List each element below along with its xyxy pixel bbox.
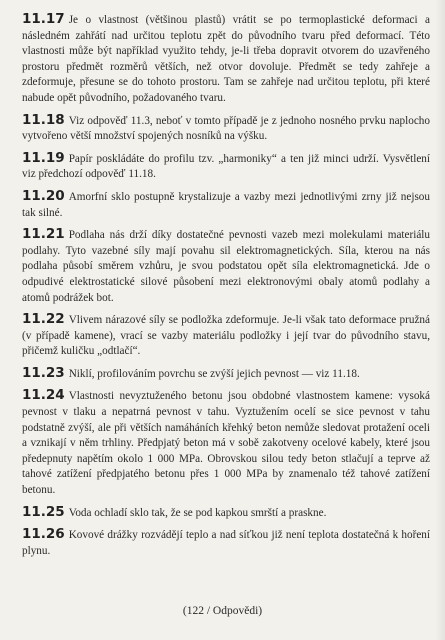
answer-number: 11.19 [22, 149, 65, 166]
answer-text: Vlivem nárazové síly se podložka zdeformuje. Je-li však tato deformace pružná (v případě kamene), vrací se vazby materiálu podložky i její tvar do původního stavu, přičemž kuličku „odtlačí“. [22, 314, 430, 358]
answer-number: 11.20 [22, 187, 65, 204]
answer-text: Je o vlastnost (většinou plastů) vrátit se po termoplastické deformaci a následném zahřátí nad určitou teplotu zpět do původního tvaru před deformací. Této vlastnosti může být například využito tehdy, je-li třeba dopravit otvorem do uzavřeného prostoru předmět rozměrů větších, než otvor dovoluje. Předmět se tedy zahřeje a zdeformuje, přesune se do tohoto prostoru. Tam se zahřeje nad určitou teplotu, při které nabude opět původního, požadovaného tvaru. [22, 14, 430, 104]
answer-number: 11.17 [22, 11, 65, 27]
answers-page [22, 12, 430, 628]
answer-11-21 [22, 227, 430, 306]
answer-number: 11.26 [22, 526, 65, 543]
answer-11-18 [22, 113, 430, 145]
answer-text: Podlaha nás drží díky dostatečné pevnosti vazeb mezi molekulami materiálu podlahy. Tyto vazebné síly mají povahu sil elektromagnetických. Síla, kterou na nás podlaha působí směrem vzhůru, je svou podstatou opět síla elektromagnetická. Jde o odpudivé elektrostatické silové působení mezi elektronovými obaly atomů podlahy a atomů podrážek bot. [22, 229, 430, 304]
answer-11-24 [22, 388, 430, 498]
answer-text: Voda ochladí sklo tak, že se pod kapkou smrští a praskne. [68, 506, 327, 519]
answer-text: Amorfní sklo postupně krystalizuje a vazby mezi jednotlivými zrny již nejsou tak silné. [22, 190, 430, 219]
answer-text: Kovové drážky rozvádějí teplo a nad síťkou již není teplota dostatečná k hoření plynu. [22, 529, 430, 557]
answer-text: Papír poskládáte do profilu tzv. „harmoniky“ a ten již minci udrží. Vysvětlení viz předchozí odpověď 11.18. [22, 152, 430, 181]
page-footer: (122 / Odpovědi) [182, 605, 263, 617]
answer-text: Niklí, profilováním povrchu se zvýší jejich pevnost — viz 11.18. [68, 367, 360, 380]
page-edge-shadow [435, 0, 445, 640]
answer-11-26 [22, 527, 430, 559]
answer-11-17 [22, 12, 430, 107]
answer-text: Vlastnosti nevyztuženého betonu jsou obdobné vlastnostem kamene: vysoká pevnost v tlaku a nepatrná pevnost v tahu. Vyztužením ocelí se sice pevnost v tahu podstatně zvýší, ale při větších namáháních křehký beton nemůže sledovat protažení oceli a vznikají v něm trhliny. Předpjatý beton má v sobě zakotveny ocelové kabely, které jsou předepnuty napětím okolo 1 000 MPa. Obrovskou silou tedy beton stlačují a teprve až tahové zatížení předpjatého betonu přes 1 000 MPa by znamenalo též tahové zatížení betonu. [22, 390, 430, 497]
answer-number: 11.24 [22, 387, 65, 404]
answer-11-19 [22, 151, 430, 183]
answer-11-25 [22, 505, 430, 522]
answer-number: 11.21 [22, 226, 65, 243]
answer-text: Viz odpověď 11.3, neboť v tomto případě je z jednoho nosného prvku naplocho vytvořeno větší množství spojených nosníků na výšku. [22, 114, 430, 143]
answer-11-22 [22, 312, 430, 360]
answers-list [22, 12, 430, 559]
answer-11-23 [22, 366, 430, 383]
answer-number: 11.22 [22, 311, 65, 328]
answer-number: 11.18 [22, 111, 65, 128]
answer-11-20 [22, 189, 430, 221]
answer-number: 11.25 [22, 503, 65, 520]
answer-number: 11.23 [22, 364, 65, 381]
